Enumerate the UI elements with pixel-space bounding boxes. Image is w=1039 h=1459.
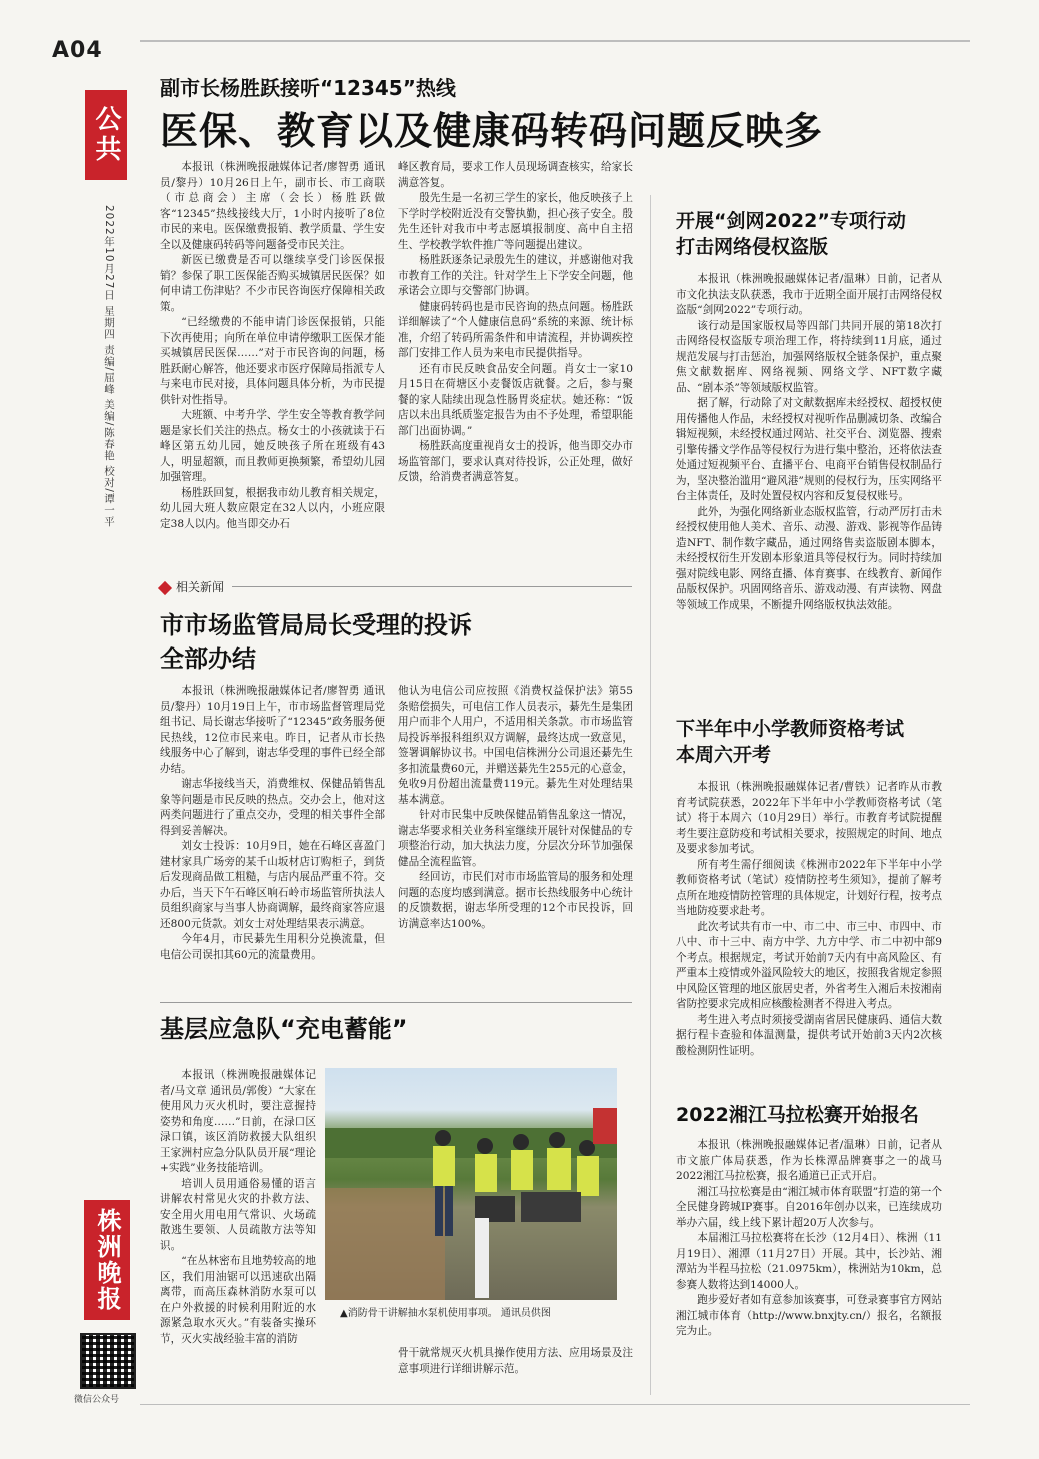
paragraph: 本报讯（株洲晚报融媒体记者/廖智勇 通讯员/黎丹）10月19日上午，市市场监督管理局党组书记、局长谢志华接听了“12345”政务服务便民热线，12位市民来电。昨日，记者从市长热线服务中心了解到，谢志华受理的事件已经全部办结。 xyxy=(160,685,385,775)
divider xyxy=(232,586,632,587)
paragraph: 湘江马拉松赛是由“湘江城市体育联盟”打造的第一个全民健身跨城IP赛事。自2016年创办以来，已连续成功举办六届，线上线下累计超20万人次参与。 xyxy=(676,1185,942,1229)
paragraph: 此次考试共有市一中、市二中、市三中、市四中、市八中、市十三中、南方中学、九方中学、市二中初中部9个考点。根据规定，考试开始前7天内有中高风险区、有严重本土疫情或外溢风险较大的地区，按照我省规定参照中风险区管理的地区旅居史者，外省考生入湘后未按湘南省防控要求完成相应核酸检测者不得进入考点。 xyxy=(676,920,942,1010)
paragraph: 据了解，行动除了对文献数据库未经授权、超授权使用传播他人作品，未经授权对视听作品删减切条、改编合辑短视频，未经授权通过网站、社交平台、浏览器、搜索引擎传播文学作品等侵权行为进行集中整治，还将依法查处通过短视频平台、直播平台、电商平台销售侵权制品行为，坚决整治滥用“避风港”规则的侵权行为，压实网络平台主体责任，及时处置侵权内容和反复侵权账号。 xyxy=(676,397,942,502)
paragraph: 新医已缴费是否可以继续享受门诊医保报销？参保了职工医保能否购买城镇居民医保？如何申请工伤津贴？不少市民咨询医疗保障相关政策。 xyxy=(160,254,385,313)
paragraph: 杨胜跃高度重视肖女士的投诉，他当即交办市场监管部门，要求认真对待投诉，公正处理，做好反馈，给消费者满意答复。 xyxy=(398,440,633,483)
sidebar-story-1-title xyxy=(676,208,906,260)
diamond-icon xyxy=(158,580,172,594)
paragraph: 本报讯（株洲晚报融媒体记者/温琳）日前，记者从市文化执法支队获悉，我市于近期全面开展打击网络侵权盗版“剑网2022”专项行动。 xyxy=(676,273,942,316)
paragraph: 杨胜跃回复，根据我市幼儿教育相关规定，幼儿园大班人数应限定在32人以内，小班应限定38人以内。他当即交办石 xyxy=(160,486,385,530)
sidebar-story-3-title xyxy=(676,1102,919,1128)
paragraph: 健康码转码也是市民咨询的热点问题。杨胜跃详细解读了“个人健康信息码”系统的来源、统计标准，介绍了转码所需条件和申请流程，并协调疾控部门安排工作人员为来电市民提供指导。 xyxy=(398,300,633,359)
paragraph: “在丛林密布且地势较高的地区，我们用油锯可以迅速砍出隔离带，而高压森林消防水泵可以在户外救援的时候利用附近的水源紧急取水灭火。”有装备实操环节，灭火实战经验丰富的消防 xyxy=(160,1255,316,1345)
sidebar-divider xyxy=(650,195,651,1395)
sidebar-story-3-body xyxy=(676,1138,942,1340)
title-line: 打击网络侵权盗版 xyxy=(676,236,829,258)
dateline: 2022年10月27日 星期四 责编/屈峰 美编/陈春艳 校对/谭一平 xyxy=(103,205,115,528)
top-rule xyxy=(140,40,970,42)
firefighter-training-photo xyxy=(325,1068,617,1300)
main-headline: 医保、教育以及健康码转码问题反映多 xyxy=(160,109,824,153)
paragraph: “已经缴费的不能申请门诊医保报销，只能下次再使用；向所在单位申请停缴职工医保才能买城镇居民医保……”对于市民咨询的问题，杨胜跃耐心解答，他还要求市医疗保障局指派专人与来电市民对接，具体问题具体分析，为市民提供针对性指导。 xyxy=(160,316,385,406)
title-line: 开展“剑网2022”专项行动 xyxy=(676,210,906,232)
paragraph: 针对市民集中反映保健品销售乱象这一情况，谢志华要求相关业务科室继续开展针对保健品的专项整治行动，加大执法力度，分层次分环节加强保健品全流程监管。 xyxy=(398,809,633,868)
paragraph: 所有考生需仔细阅读《株洲市2022年下半年中小学教师资格考试（笔试）疫情防控考生须知》，提前了解考点所在地疫情防控管理的具体规定，计划好行程，按考点当地防疫要求赴考。 xyxy=(676,858,942,917)
paragraph: 骨干就常规灭火机具操作使用方法、应用场景及注意事项进行详细讲解示范。 xyxy=(398,1347,633,1375)
title-line: 下半年中小学教师资格考试 xyxy=(676,718,905,740)
newspaper-logo: 株洲晚报 xyxy=(84,1200,130,1320)
paragraph: 杨胜跃逐条记录殷先生的建议，并感谢他对我市教育工作的关注。针对学生上下学安全问题，他承诺会立即与交警部门协调。 xyxy=(398,254,633,297)
paragraph: 本报讯（株洲晚报融媒体记者/马文章 通讯员/郭俊）“大家在使用风力灭火机时，要注意握持姿势和角度……”日前，在渌口区渌口镇，该区消防救援大队组织王家洲村应急分队队员开展“理论+实践”业务技能培训。 xyxy=(160,1069,316,1174)
related-headline xyxy=(160,608,472,676)
sidebar-story-2-title xyxy=(676,716,904,768)
emergency-column-2 xyxy=(398,1346,633,1377)
paragraph: 考生进入考点时须接受湖南省居民健康码、通信大数据行程卡查验和体温测量，提供考试开始前3天内2次核酸检测阴性证明。 xyxy=(676,1013,942,1057)
paragraph: 此外，为强化网络新业态版权监管，行动严厉打击未经授权使用他人美术、音乐、动漫、游戏、影视等作品铸造NFT、制作数字藏品，通过网络售卖盗版剧本脚本，未经授权衍生开发剧本形象道具等侵权行为。同时持续加强对院线电影、网络直播、体育赛事、在线教育、新闻作品版权保护。巩固网络音乐、游戏动漫、有声读物、网盘等领域工作成果，不断提升网络版权执法效能。 xyxy=(676,505,942,611)
paragraph: 谢志华接线当天，消费维权、保健品销售乱象等问题是市民反映的热点。交办会上，他对这两类问题进行了重点交办，受理的相关事件全部得到妥善解决。 xyxy=(160,778,385,837)
paragraph: 经回访，市民们对市市场监管局的服务和处理问题的态度均感到满意。据市长热线服务中心统计的反馈数据，谢志华所受理的12个市民投诉，回访满意率达100%。 xyxy=(398,871,633,930)
paragraph: 本报讯（株洲晚报融媒体记者/曹铁）记者昨从市教育考试院获悉，2022年下半年中小学教师资格考试（笔试）将于本周六（10月29日）举行。市教育考试院提醒考生要注意防疫和考试相关要求，按照规定的时间、地点及要求参加考试。 xyxy=(676,781,942,855)
photo-caption: ▲消防骨干讲解抽水泵机使用事项。 通讯员供图 xyxy=(340,1308,551,1319)
paragraph: 今年4月，市民綦先生用积分兑换流量，但电信公司误扣其60元的流量费用。 xyxy=(160,933,385,961)
bottom-rule xyxy=(140,1404,970,1405)
paragraph: 刘女士投诉：10月9日，她在石峰区喜盈门建材家具广场旁的某千山坂材店订购柜子，到货后发现商品做工粗糙，与店内展品严重不符。交办后，当天下午石峰区响石岭市场监管所执法人员组织商家与当事人协商调解，最终商家答应退还800元货款。刘女士对处理结果表示满意。 xyxy=(160,840,385,930)
paragraph: 本报讯（株洲晚报融媒体记者/廖智勇 通讯员/黎丹）10月26日上午，副市长、市工商联（市总商会）主席（会长）杨胜跃做客“12345”热线接线大厅，1小时内接听了8位市民的来电。医保缴费报销、教学质量、学生安全以及健康码转码等问题备受市民关注。 xyxy=(160,161,385,251)
page-number: A04 xyxy=(52,38,103,63)
qr-caption: 微信公众号 xyxy=(74,1395,120,1405)
related-headline-line-2: 全部办结 xyxy=(160,645,256,673)
photo-illustration xyxy=(325,1068,617,1300)
sidebar-story-1-body xyxy=(676,272,942,613)
paragraph: 该行动是国家版权局等四部门共同开展的第18次打击网络侵权盗版专项治理工作，将持续到11月底，通过规范发展与打击惩治，加强网络版权全链条保护，重点聚焦文献数据库、网络视频、网络文学、NFT数字藏品、“剧本杀”等领域版权监管。 xyxy=(676,319,942,394)
emergency-column-1 xyxy=(160,1068,316,1347)
related-news-tag xyxy=(160,578,224,595)
sidebar-story-2-body xyxy=(676,780,942,1059)
paragraph: 大班额、中考升学、学生安全等教育教学问题是家长们关注的热点。杨女士的小孩就读于石峰区第五幼儿园，她反映孩子所在班级有43人，明显超额，而且教师更换频繁，希望幼儿园加强管理。 xyxy=(160,409,385,483)
paragraph: 本报讯（株洲晚报融媒体记者/温琳）日前，记者从市文旅广体局获悉，作为长株潭品牌赛事之一的战马2022湘江马拉松赛，报名通道已正式开启。 xyxy=(676,1139,942,1182)
title-line: 2022湘江马拉松赛开始报名 xyxy=(676,1104,919,1126)
related-column-2 xyxy=(398,684,633,932)
related-column-1 xyxy=(160,684,385,963)
related-news-label: 相关新闻 xyxy=(176,580,225,594)
paragraph: 还有市民反映食品安全问题。肖女士一家10月15日在荷塘区小麦餐饭店就餐。之后，参与聚餐的家人陆续出现急性肠胃炎症状。她还称：“饭店以未出具纸质鉴定报告为由不予处理，希望职能部门出面协调。” xyxy=(398,362,633,437)
paragraph: 峰区教育局，要求工作人员现场调查核实，给家长满意答复。 xyxy=(398,161,633,189)
main-story-column-2 xyxy=(398,160,633,486)
paragraph: 跑步爱好者如有意参加该赛事，可登录赛事官方网站湘江城市体育（http://www.bnxjty.cn/）报名，名额报完为止。 xyxy=(676,1294,942,1337)
title-line: 本周六开考 xyxy=(676,744,772,766)
paragraph: 培训人员用通俗易懂的语言讲解农村常见火灾的扑救方法、安全用火用电用气常识、火场疏散逃生要领、人员疏散方法等知识。 xyxy=(160,1177,316,1252)
paragraph: 本届湘江马拉松赛将在长沙（12月4日）、株洲（11月19日）、湘潭（11月27日）开展。其中，长沙站、湘潭站为半程马拉松（21.0975km），株洲站为10km，总参赛人数将达到14000人。 xyxy=(676,1232,942,1291)
main-story-column-1 xyxy=(160,160,385,532)
qr-code-icon[interactable] xyxy=(80,1333,136,1389)
paragraph: 他认为电信公司应按照《消费权益保护法》第55条赔偿损失，可电信工作人员表示，綦先生是集团用户而非个人用户，不适用相关条款。市市场监管局投诉举报科组织双方调解，最终达成一致意见，签署调解协议书。中国电信株洲分公司退还綦先生多扣流量费60元，并赠送綦先生255元的心意金，免收9月份超出流量费119元。綦先生对处理结果基本满意。 xyxy=(398,685,633,806)
paragraph: 殷先生是一名初三学生的家长，他反映孩子上下学时学校附近没有交警执勤，担心孩子安全。殷先生还针对我市中考志愿填报制度、高中自主招生、学校教学软件推广等问题提出建议。 xyxy=(398,192,633,251)
related-headline-line-1: 市市场监管局局长受理的投诉 xyxy=(160,611,472,639)
main-kicker: 副市长杨胜跃接听“12345”热线 xyxy=(160,76,456,100)
emergency-headline: 基层应急队“充电蓄能” xyxy=(160,1015,408,1043)
section-tag: 公共 xyxy=(85,90,127,180)
divider xyxy=(160,1002,632,1003)
